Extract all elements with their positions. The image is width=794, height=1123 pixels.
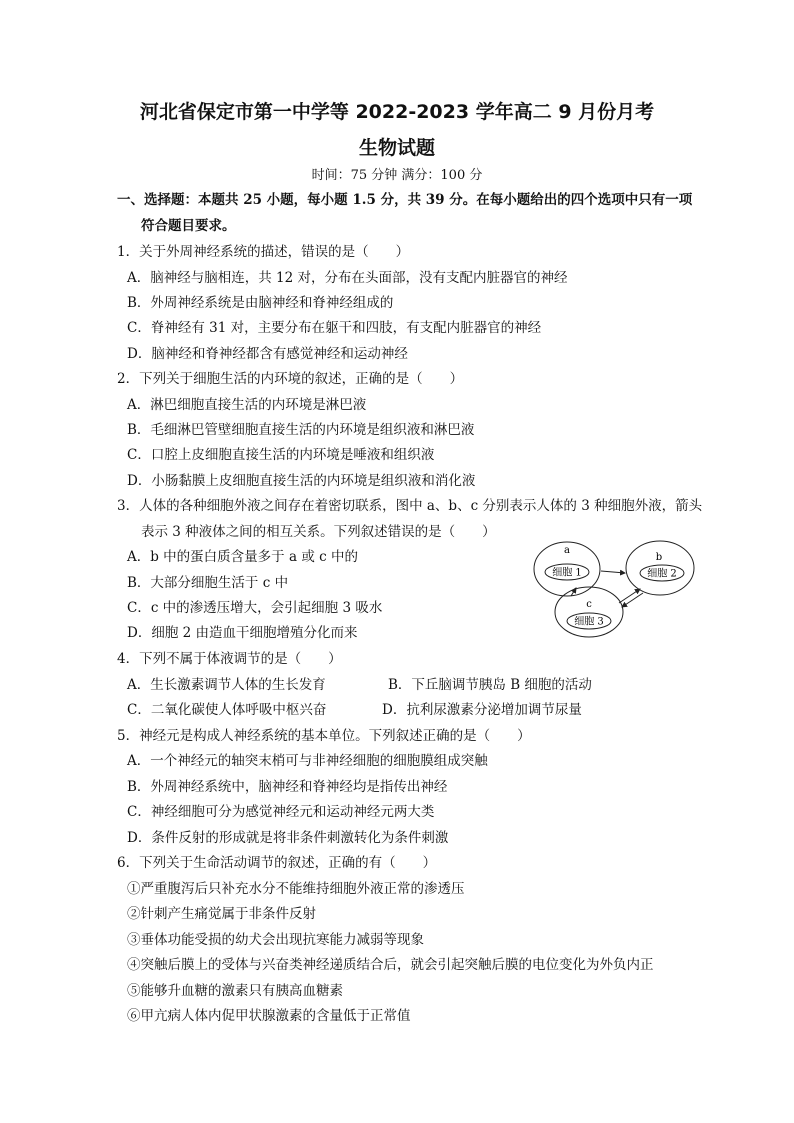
section-heading-cont: 符合题目要求。 [141, 218, 236, 234]
question-6-item-6: ⑥甲亢病人体内促甲状腺激素的含量低于正常值 [127, 1008, 411, 1024]
question-1-option-c: C．脊神经有 31 对，主要分布在躯干和四肢，有支配内脏器官的神经 [127, 320, 542, 336]
question-4-stem: 4．下列不属于体液调节的是（ ） [117, 651, 342, 667]
cell-2-label: 细胞 2 [647, 568, 677, 580]
cell-1-label: 细胞 1 [552, 567, 582, 579]
arrow-a-to-b [601, 571, 625, 573]
question-1-stem: 1．关于外周神经系统的描述，错误的是（ ） [117, 244, 410, 260]
question-6-item-4: ④突触后膜上的受体与兴奋类神经递质结合后，就会引起突触后膜的电位变化为外负内正 [127, 957, 654, 973]
question-2-option-b: B．毛细淋巴管壁细胞直接生活的内环境是组织液和淋巴液 [127, 422, 475, 438]
question-3-option-a: A．b 中的蛋白质含量多于 a 或 c 中的 [127, 549, 358, 565]
arrow-b-to-c [622, 593, 643, 607]
question-5-option-d: D．条件反射的形成就是将非条件刺激转化为条件刺激 [127, 830, 449, 846]
fluid-b-label: b [655, 552, 663, 563]
question-2-stem: 2．下列关于细胞生活的内环境的叙述，正确的是（ ） [117, 371, 464, 387]
fluid-c-label: c [586, 599, 592, 610]
question-3-option-b: B．大部分细胞生活于 c 中 [127, 575, 289, 591]
question-6-item-3: ③垂体功能受损的幼犬会出现抗寒能力减弱等现象 [127, 932, 424, 948]
question-5-stem: 5．神经元是构成人神经系统的基本单位。下列叙述正确的是（ ） [117, 728, 531, 744]
question-5-option-b: B．外周神经系统中，脑神经和脊神经均是指传出神经 [127, 779, 448, 795]
question-3-stem-cont: 表示 3 种液体之间的相互关系。下列叙述错误的是（ ） [141, 524, 496, 540]
exam-subject: 生物试题 [358, 137, 435, 159]
cell-3-label: 细胞 3 [574, 616, 604, 628]
question-3-option-d: D．细胞 2 由造血干细胞增殖分化而来 [127, 625, 358, 641]
question-1-option-a: A．脑神经与脑相连，共 12 对，分布在头面部，没有支配内脏器官的神经 [127, 270, 568, 286]
question-5-option-a: A．一个神经元的轴突末梢可与非神经细胞的细胞膜组成突触 [127, 753, 488, 769]
arrow-c-to-b [619, 589, 640, 603]
question-6-item-1: ①严重腹泻后只补充水分不能维持细胞外液正常的渗透压 [127, 881, 465, 897]
question-4-option-a: A．生长激素调节人体的生长发育 [127, 677, 326, 693]
question-1-option-b: B．外周神经系统是由脑神经和脊神经组成的 [127, 295, 394, 311]
exam-title: 河北省保定市第一中学等 2022-2023 学年高二 9 月份月考 [139, 101, 655, 123]
question-5-option-c: C．神经细胞可分为感觉神经元和运动神经元两大类 [127, 804, 435, 820]
question-4-option-b: B．下丘脑调节胰岛 B 细胞的活动 [388, 677, 592, 693]
question-6-stem: 6．下列关于生命活动调节的叙述，正确的有（ ） [117, 855, 437, 871]
question-6-item-2: ②针刺产生痛觉属于非条件反射 [127, 906, 316, 922]
body-fluid-diagram [533, 533, 699, 641]
question-4-option-c: C．二氧化碳使人体呼吸中枢兴奋 [127, 702, 327, 718]
question-6-item-5: ⑤能够升血糖的激素只有胰高血糖素 [127, 983, 343, 999]
question-3-option-c: C．c 中的渗透压增大，会引起细胞 3 吸水 [127, 600, 383, 616]
question-1-option-d: D．脑神经和脊神经都含有感觉神经和运动神经 [127, 346, 408, 362]
question-4-option-d: D．抗利尿激素分泌增加调节尿量 [382, 702, 582, 718]
question-2-option-d: D．小肠黏膜上皮细胞直接生活的内环境是组织液和消化液 [127, 473, 476, 489]
fluid-a-label: a [564, 545, 570, 556]
question-2-option-a: A．淋巴细胞直接生活的内环境是淋巴液 [127, 397, 367, 413]
section-heading: 一、选择题：本题共 25 小题，每小题 1.5 分，共 39 分。在每小题给出的四个选项中只有一项 [117, 192, 693, 208]
question-3-stem: 3．人体的各种细胞外液之间存在着密切联系，图中 a、b、c 分别表示人体的 3 种细胞外液，箭头 [117, 498, 703, 514]
exam-time-score: 时间：75 分钟 满分：100 分 [311, 168, 483, 183]
question-2-option-c: C．口腔上皮细胞直接生活的内环境是唾液和组织液 [127, 447, 435, 463]
